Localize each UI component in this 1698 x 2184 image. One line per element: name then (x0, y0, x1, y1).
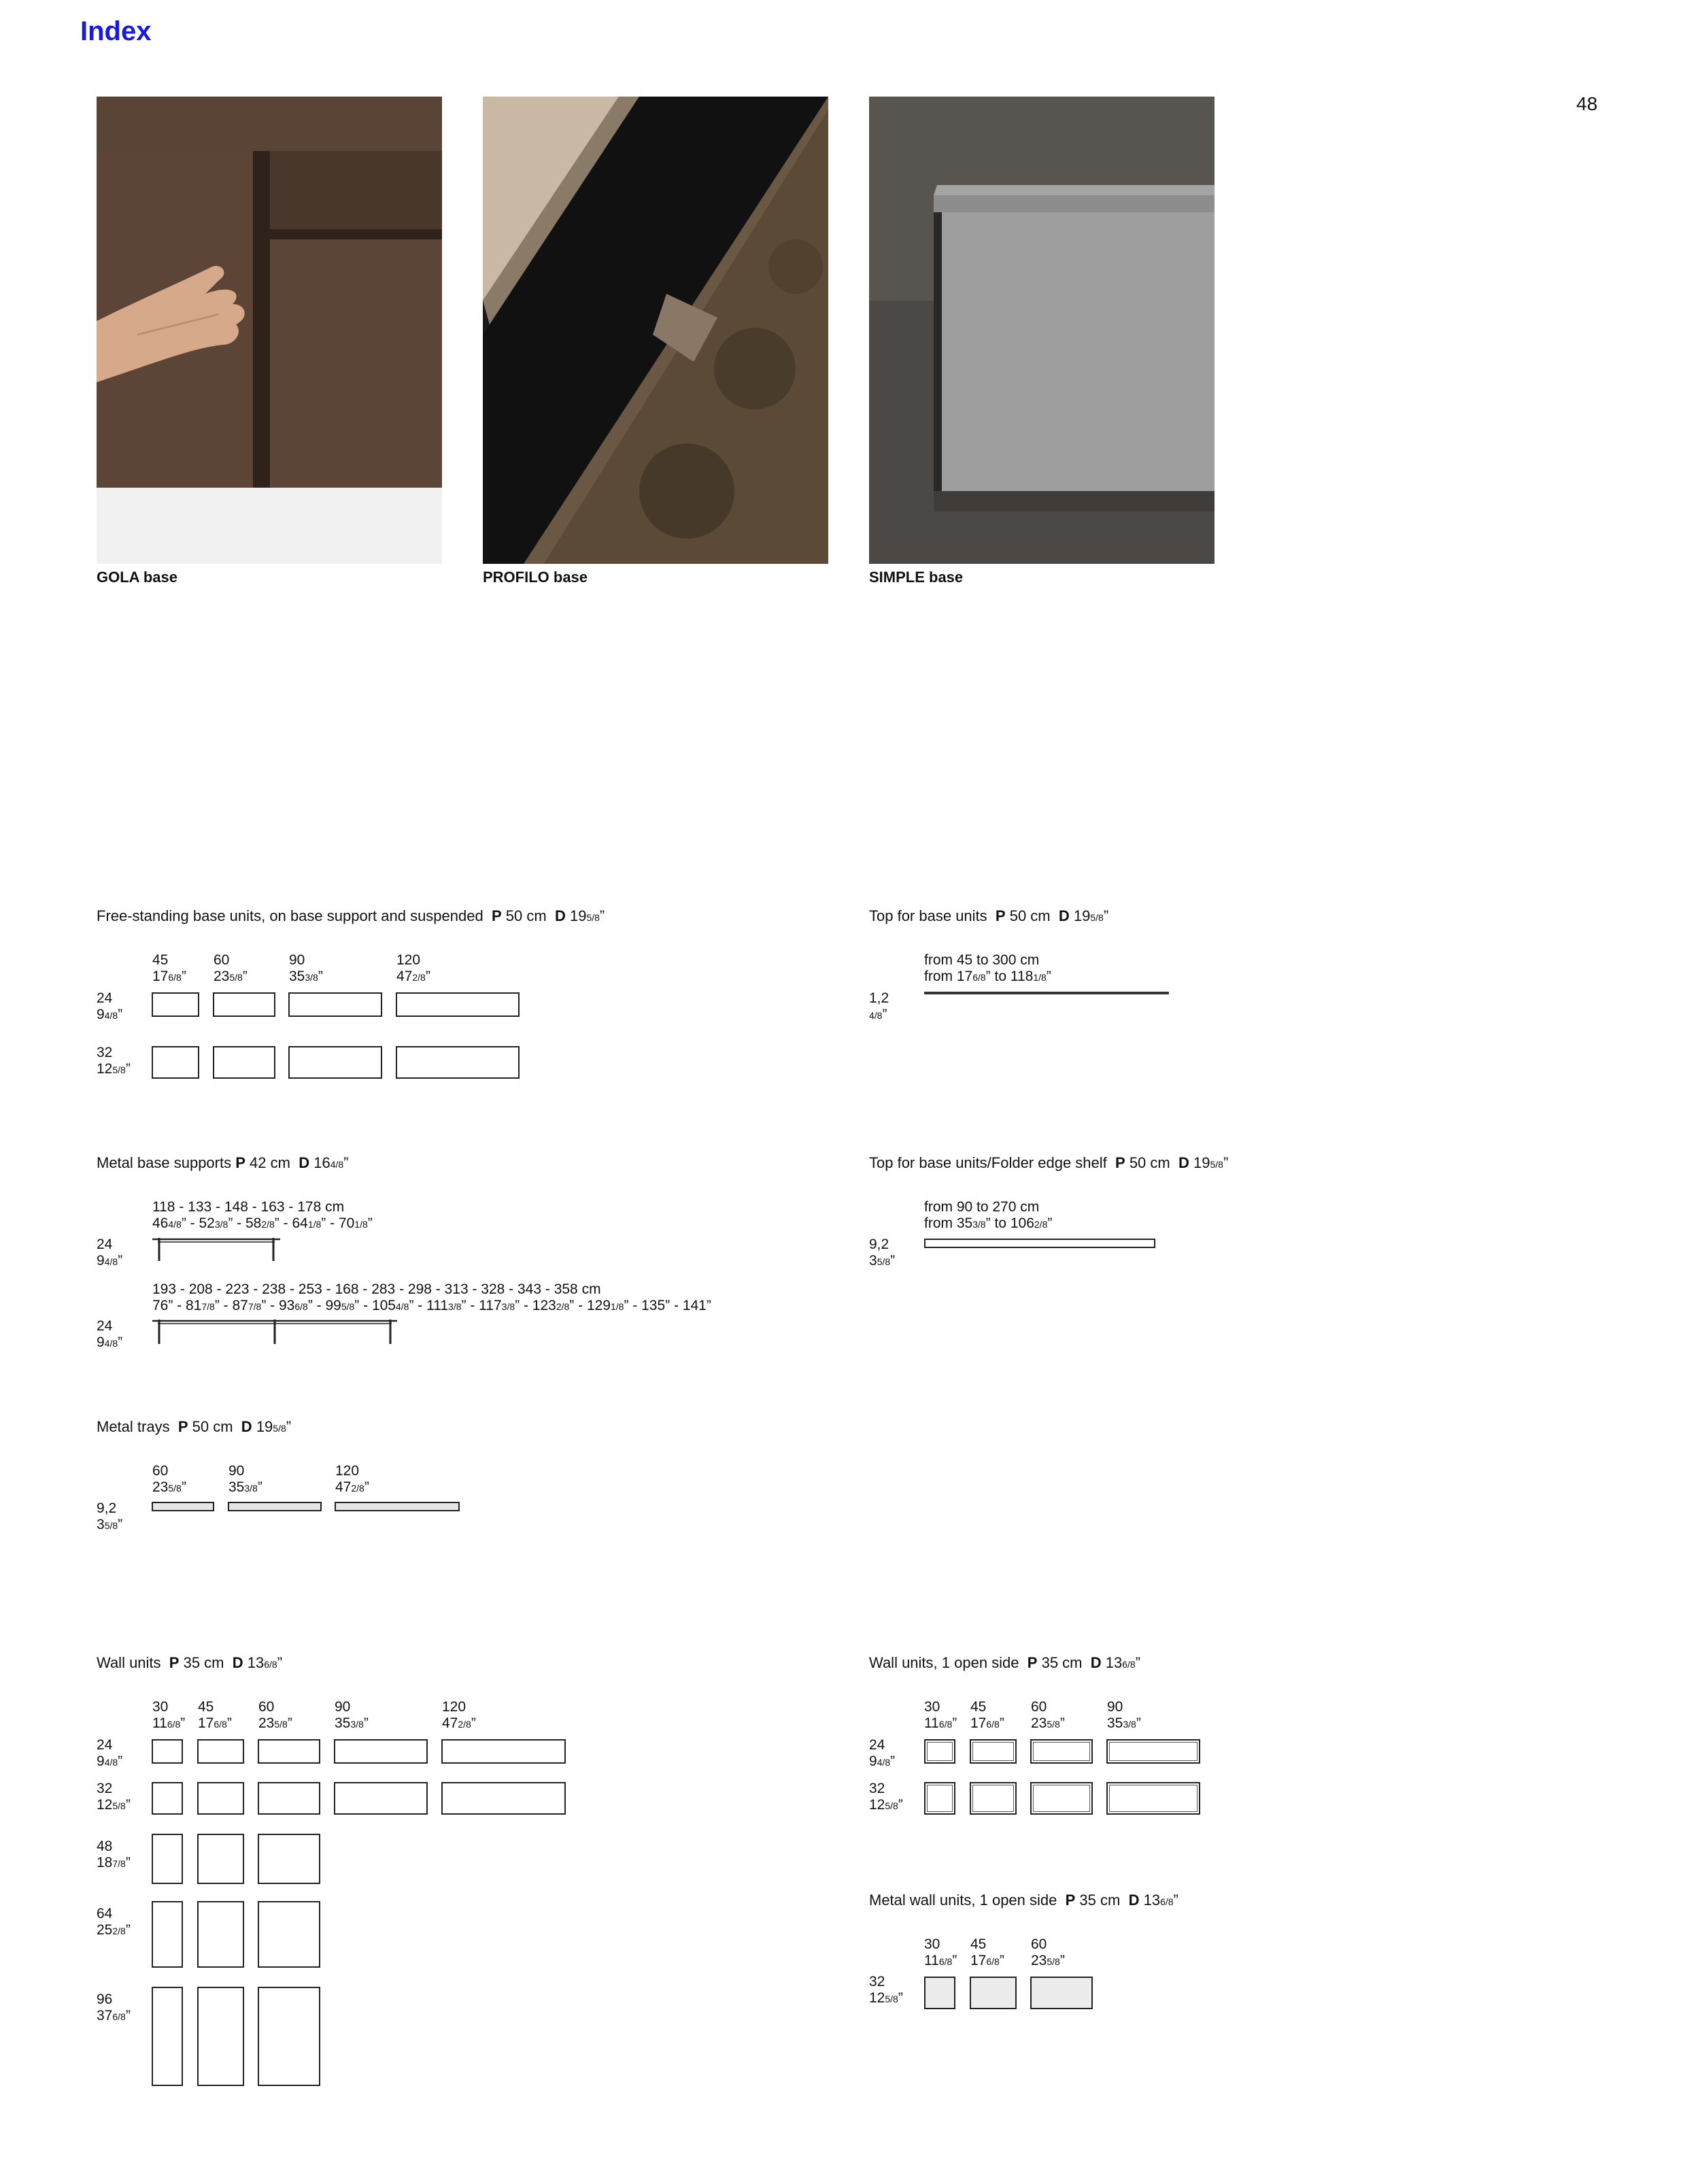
photo-gola-base (97, 97, 442, 564)
width-label: 90 353/8” (289, 952, 323, 984)
base-unit-drawing (152, 992, 199, 1017)
open-wall-unit-drawing (970, 1782, 1017, 1815)
section-title-metal-wall: Metal wall units, 1 open side P 35 cm D 136/8” (869, 1892, 1178, 1909)
open-wall-unit-drawing (924, 1782, 955, 1815)
width-label: 30 116/8” (924, 1699, 957, 1731)
wall-unit-drawing (152, 1987, 183, 2086)
width-label: 30 116/8” (152, 1699, 186, 1731)
section-title-metal-trays: Metal trays P 50 cm D 195/8” (97, 1418, 292, 1435)
width-label: 90 353/8” (228, 1463, 262, 1495)
open-wall-unit-drawing (1030, 1739, 1093, 1764)
wall-unit-drawing (441, 1739, 566, 1764)
thickness-label: 9,2 35/8” (869, 1237, 896, 1269)
top-folder-drawing (924, 1239, 1155, 1248)
width-label: 45 176/8” (198, 1699, 232, 1731)
width-label: 60 235/8” (258, 1699, 292, 1731)
base-unit-drawing (288, 992, 382, 1017)
metal-wall-unit-drawing (970, 1977, 1017, 2009)
base-unit-drawing (213, 1046, 275, 1079)
width-label: 45 176/8” (152, 952, 186, 984)
wall-unit-drawing (258, 1739, 320, 1764)
wall-unit-drawing (441, 1782, 566, 1815)
height-label: 32 125/8” (97, 1781, 131, 1813)
wall-unit-drawing (197, 1782, 244, 1815)
height-label: 32 125/8” (97, 1045, 131, 1077)
width-label: 120 472/8” (442, 1699, 476, 1731)
section-title-wall-units: Wall units P 35 cm D 136/8” (97, 1654, 283, 1671)
section-title-wall-open: Wall units, 1 open side P 35 cm D 136/8” (869, 1654, 1141, 1671)
support-drawing-long (151, 1317, 403, 1345)
base-unit-drawing (396, 1046, 520, 1079)
height-label: 24 94/8” (869, 1737, 896, 1769)
width-label: 30 116/8” (924, 1936, 957, 1968)
top-range-label: from 45 to 300 cm from 176/8” to 1181/8” (924, 952, 1051, 984)
section-title-top-folder: Top for base units/Folder edge shelf P 50 cm D 195/8” (869, 1154, 1229, 1171)
open-wall-unit-drawing (1106, 1739, 1200, 1764)
wall-unit-drawing (197, 1901, 244, 1968)
width-label: 90 353/8” (1107, 1699, 1141, 1731)
open-wall-unit-drawing (970, 1739, 1017, 1764)
support-lengths-row2: 193 - 208 - 223 - 238 - 253 - 168 - 283 - 298 - 313 - 328 - 343 - 358 cm 76” - 817/8” - 877/8” - 936/8” - 995/8” - 1054/8” - 1113/8” - 1173/8” - 1232/8” - 1291/8” - 135” - 141” (152, 1281, 711, 1313)
support-drawing-short (151, 1235, 287, 1262)
height-label: 24 94/8” (97, 1237, 123, 1269)
base-unit-drawing (213, 992, 275, 1017)
width-label: 60 235/8” (214, 952, 248, 984)
section-title-top-base: Top for base units P 50 cm D 195/8” (869, 907, 1109, 924)
height-label: 48 187/8” (97, 1838, 131, 1870)
tray-drawing (228, 1502, 322, 1511)
top-drawing (924, 992, 1169, 994)
height-label: 32 125/8” (869, 1781, 903, 1813)
width-label: 120 472/8” (396, 952, 430, 984)
base-unit-drawing (396, 992, 520, 1017)
wall-unit-drawing (258, 1834, 320, 1884)
wall-unit-drawing (197, 1739, 244, 1764)
wall-unit-drawing (258, 1901, 320, 1968)
wall-unit-drawing (197, 1987, 244, 2086)
width-label: 45 176/8” (970, 1699, 1004, 1731)
caption-gola-base: GOLA base (97, 569, 177, 586)
wall-unit-drawing (197, 1834, 244, 1884)
section-title-freestanding: Free-standing base units, on base support and suspended P 50 cm D 195/8” (97, 907, 605, 924)
width-label: 60 235/8” (152, 1463, 186, 1495)
base-unit-drawing (152, 1046, 199, 1079)
tray-drawing (335, 1502, 460, 1511)
width-label: 90 353/8” (335, 1699, 369, 1731)
height-label: 24 94/8” (97, 1737, 123, 1769)
open-wall-unit-drawing (924, 1739, 955, 1764)
caption-simple-base: SIMPLE base (869, 569, 964, 586)
base-unit-drawing (288, 1046, 382, 1079)
wall-unit-drawing (258, 1987, 320, 2086)
metal-wall-unit-drawing (1030, 1977, 1093, 2009)
section-title-metal-supports: Metal base supports P 42 cm D 164/8” (97, 1154, 349, 1171)
width-label: 45 176/8” (970, 1936, 1004, 1968)
open-wall-unit-drawing (1106, 1782, 1200, 1815)
tray-drawing (152, 1502, 214, 1511)
page-title: Index (80, 16, 152, 46)
wall-unit-drawing (152, 1834, 183, 1884)
open-wall-unit-drawing (1030, 1782, 1093, 1815)
photo-simple-base (869, 97, 1215, 564)
wall-unit-drawing (258, 1782, 320, 1815)
photo-profilo-base (483, 97, 828, 564)
page-number: 48 (1576, 93, 1598, 114)
wall-unit-drawing (334, 1782, 428, 1815)
width-label: 60 235/8” (1031, 1699, 1065, 1731)
height-label: 96 376/8” (97, 1992, 131, 2023)
wall-unit-drawing (152, 1739, 183, 1764)
height-label: 24 94/8” (97, 1318, 123, 1350)
thickness-label: 1,2 4/8” (869, 990, 889, 1022)
wall-unit-drawing (152, 1782, 183, 1815)
caption-profilo-base: PROFILO base (483, 569, 588, 586)
height-label: 64 252/8” (97, 1906, 131, 1938)
height-label: 32 125/8” (869, 1974, 903, 2006)
width-label: 60 235/8” (1031, 1936, 1065, 1968)
support-lengths-row1: 118 - 133 - 148 - 163 - 178 cm 464/8” - 523/8” - 582/8” - 641/8” - 701/8” (152, 1199, 373, 1231)
height-label: 9,2 35/8” (97, 1500, 123, 1532)
height-label: 24 94/8” (97, 990, 123, 1022)
top-folder-range-label: from 90 to 270 cm from 353/8” to 1062/8” (924, 1199, 1053, 1231)
width-label: 120 472/8” (335, 1463, 369, 1495)
wall-unit-drawing (334, 1739, 428, 1764)
metal-wall-unit-drawing (924, 1977, 955, 2009)
wall-unit-drawing (152, 1901, 183, 1968)
